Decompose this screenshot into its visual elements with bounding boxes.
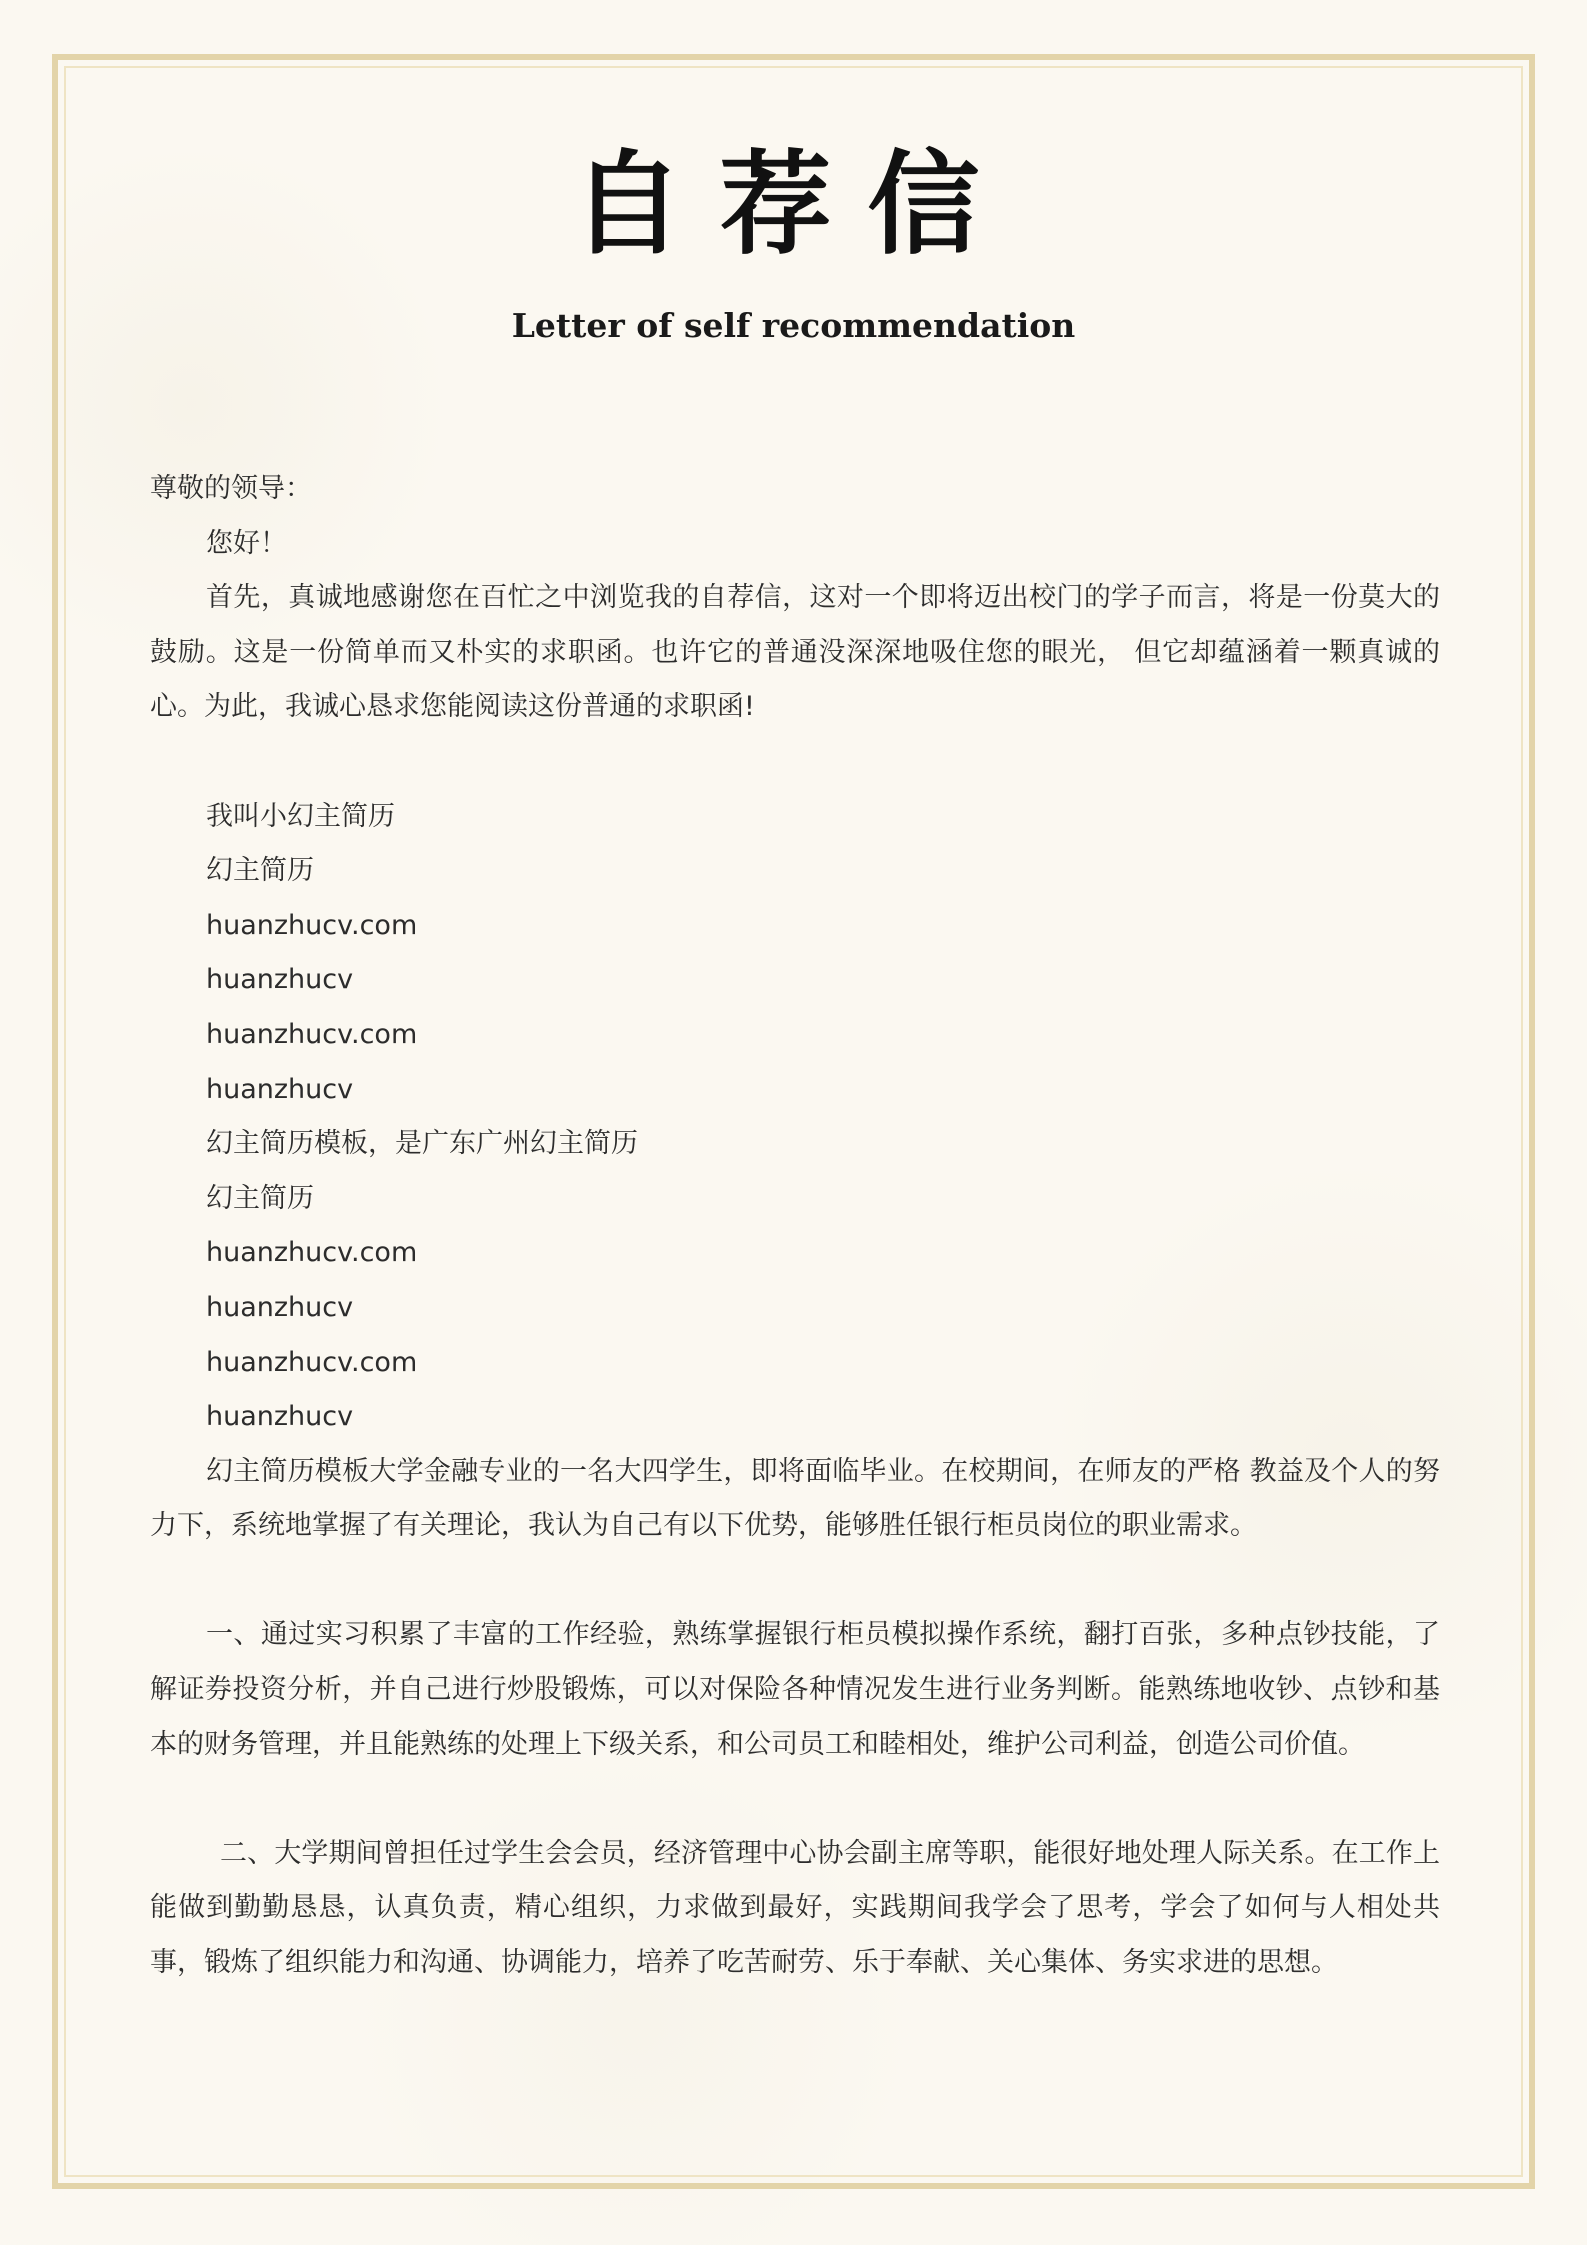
page-title: 自荐信 [571,139,1016,270]
page-subtitle: Letter of self recommendation [511,306,1076,345]
greeting: 您好！ [206,527,287,559]
letter-body [150,462,1440,1991]
list-item: huanzhucv [206,1291,354,1323]
list-item: huanzhucv.com [206,1346,418,1378]
advantage-two-paragraph: 二、大学期间曾担任过学生会会员，经济管理中心协会副主席等职，能很好地处理人际关系。在工作上能做到勤勤恳恳，认真负责，精心组织，力求做到最好，实践期间我学会了思考，学会了如何与人相处共事，锻炼了组织能力和沟通、协调能力，培养了吃苦耐劳、乐于奉献、关心集体、务实求进的思想。 [150,1837,1440,1979]
advantage-one-paragraph: 一、通过实习积累了丰富的工作经验，熟练掌握银行柜员模拟操作系统，翻打百张，多种点钞技能，了解证券投资分析，并自己进行炒股锻炼，可以对保险各种情况发生进行业务判断。能熟练地收钞、点钞和基本的财务管理，并且能熟练的处理上下级关系，和公司员工和睦相处，维护公司利益，创造公司价值。 [150,1619,1440,1760]
list-item: 幻主简历 [206,855,314,887]
list-item: 我叫小幻主简历 [206,800,395,832]
spacer [150,1772,1440,1827]
list-item: huanzhucv [206,964,354,996]
list-item: huanzhucv [206,1073,354,1105]
list-item: huanzhucv.com [206,1237,418,1269]
list-item: huanzhucv.com [206,909,418,941]
list-item: 幻主简历 [206,1182,314,1214]
list-item: huanzhucv.com [206,1018,418,1050]
intro-paragraph: 首先，真诚地感谢您在百忙之中浏览我的自荐信，这对一个即将迈出校门的学子而言，将是一份莫大的鼓励。这是一份简单而又朴实的求职函。也许它的普通没深深地吸住您的眼光， 但它却蕴涵着一颗真诚的心。为此，我诚心恳求您能阅读这份普通的求职函! [150,582,1440,723]
salutation: 尊敬的领导： [150,473,312,504]
study-paragraph: 幻主简历模板大学金融专业的一名大四学生，即将面临毕业。在校期间，在师友的严格 教益及个人的努力下，系统地掌握了有关理论，我认为自己有以下优势，能够胜任银行柜员岗位的职业需求。 [150,1455,1440,1542]
list-item: 幻主简历模板，是广东广州幻主简历 [206,1128,638,1160]
spacer [150,735,1440,790]
spacer [150,1554,1440,1609]
list-item: huanzhucv [206,1401,354,1433]
